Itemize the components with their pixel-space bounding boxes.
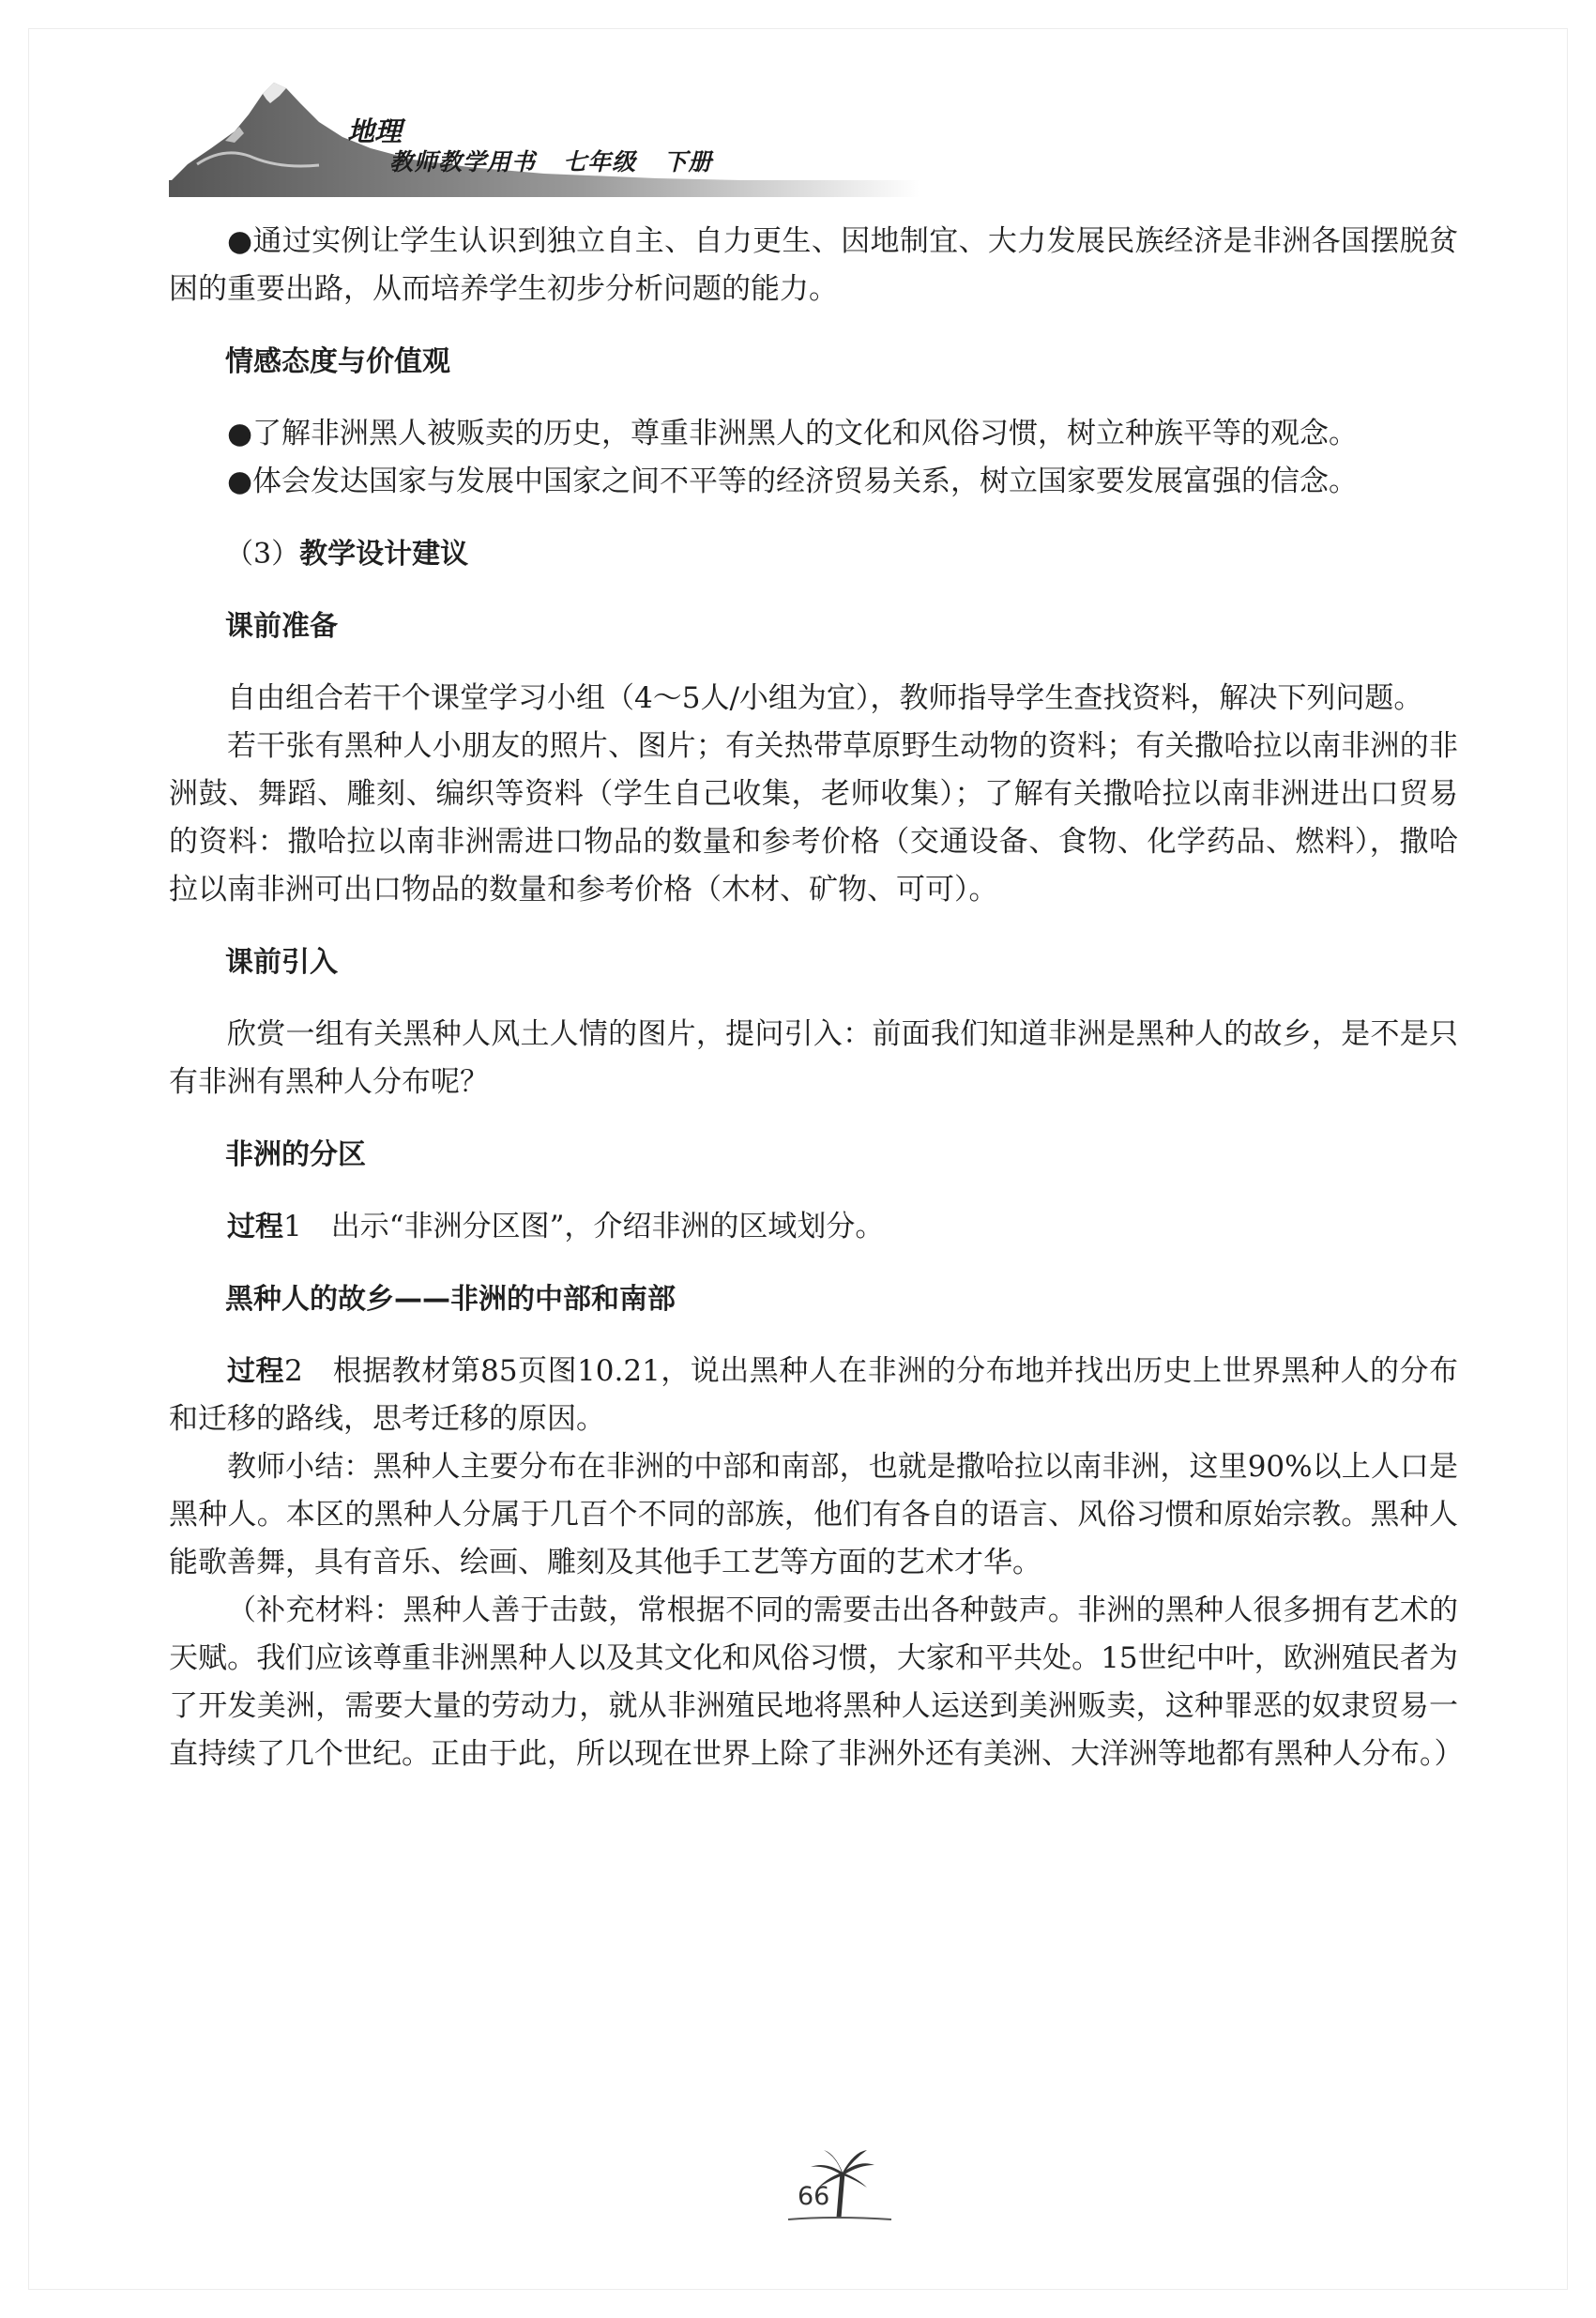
mountain-banner-icon bbox=[169, 75, 920, 197]
palm-tree-icon bbox=[769, 2144, 901, 2229]
process-text: 根据教材第85页图10.21，说出黑种人在非洲的分布地并找出历史上世界黑种人的分布和迁移的路线，思考迁移的原因。 bbox=[169, 1354, 1458, 1436]
process-label: 过程 bbox=[227, 1355, 284, 1388]
design-title: 教学设计建议 bbox=[299, 538, 469, 571]
process-label: 过程 bbox=[227, 1211, 283, 1243]
body-paragraph: 若干张有黑种人小朋友的照片、图片；有关热带草原野生动物的资料；有关撒哈拉以南非洲的非洲鼓、舞蹈、雕刻、编织等资料（学生自己收集，老师收集）；了解有关撒哈拉以南非洲进出口贸易的资料：撒哈拉以南非洲需进口物品的数量和参考价格（交通设备、食物、化学药品、燃料），撒哈拉以南非洲可出口物品的数量和参考价格（木材、矿物、可可）。 bbox=[169, 729, 1458, 907]
bullet-paragraph: ●通过实例让学生认识到独立自主、自力更生、因地制宜、大力发展民族经济是非洲各国摆脱贫困的重要出路，从而培养学生初步分析问题的能力。 bbox=[169, 224, 1458, 306]
section-heading-emotion: 情感态度与价值观 bbox=[225, 345, 450, 378]
process-paragraph bbox=[169, 1203, 1458, 1251]
section-heading-intro: 课前引入 bbox=[225, 946, 338, 979]
body-paragraph: 欣赏一组有关黑种人风土人情的图片，提问引入：前面我们知道非洲是黑种人的故乡，是不是只有非洲有黑种人分布呢？ bbox=[169, 1017, 1458, 1099]
process-paragraph bbox=[169, 1348, 1458, 1443]
section-heading-regions: 非洲的分区 bbox=[225, 1138, 366, 1171]
process-number: 2 bbox=[283, 1354, 303, 1388]
body-paragraph: 自由组合若干个课堂学习小组（4～5人/小组为宜），教师指导学生查找资料，解决下列问题。 bbox=[227, 681, 1423, 715]
section-heading-prep: 课前准备 bbox=[225, 610, 338, 643]
page-content bbox=[169, 218, 1464, 1778]
book-title: 教师教学用书 七年级 下册 bbox=[389, 148, 713, 175]
body-paragraph: 教师小结：黑种人主要分布在非洲的中部和南部，也就是撒哈拉以南非洲，这里90%以上人口是黑种人。本区的黑种人分属于几百个不同的部族，他们有各自的语言、风俗习惯和原始宗教。黑种人能歌善舞，具有音乐、绘画、雕刻及其他手工艺等方面的艺术才华。 bbox=[169, 1450, 1458, 1579]
body-paragraph: （补充材料：黑种人善于击鼓，常根据不同的需要击出各种鼓声。非洲的黑种人很多拥有艺术的天赋。我们应该尊重非洲黑种人以及其文化和风俗习惯，大家和平共处。15世纪中叶，欧洲殖民者为了开发美洲，需要大量的劳动力，就从非洲殖民地将黑种人运送到美洲贩卖，这种罪恶的奴隶贸易一直持续了几个世纪。正由于此，所以现在世界上除了非洲外还有美洲、大洋洲等地都有黑种人分布。） bbox=[169, 1594, 1464, 1771]
bullet-paragraph: ●体会发达国家与发展中国家之间不平等的经济贸易关系，树立国家要发展富强的信念。 bbox=[227, 465, 1359, 498]
page-number: 66 bbox=[798, 2182, 830, 2211]
section-heading-homeland: 黑种人的故乡——非洲的中部和南部 bbox=[225, 1283, 676, 1316]
page-footer bbox=[769, 2144, 901, 2229]
bullet-paragraph: ●了解非洲黑人被贩卖的历史，尊重非洲黑人的文化和风俗习惯，树立种族平等的观念。 bbox=[227, 417, 1359, 450]
design-number: （3） bbox=[225, 538, 300, 571]
process-text: 出示“非洲分区图”，介绍非洲的区域划分。 bbox=[301, 1210, 885, 1243]
process-number: 1 bbox=[283, 1210, 302, 1243]
page-header bbox=[169, 75, 920, 197]
subject-title: 地理 bbox=[347, 115, 403, 147]
section-heading-design bbox=[169, 530, 1458, 578]
